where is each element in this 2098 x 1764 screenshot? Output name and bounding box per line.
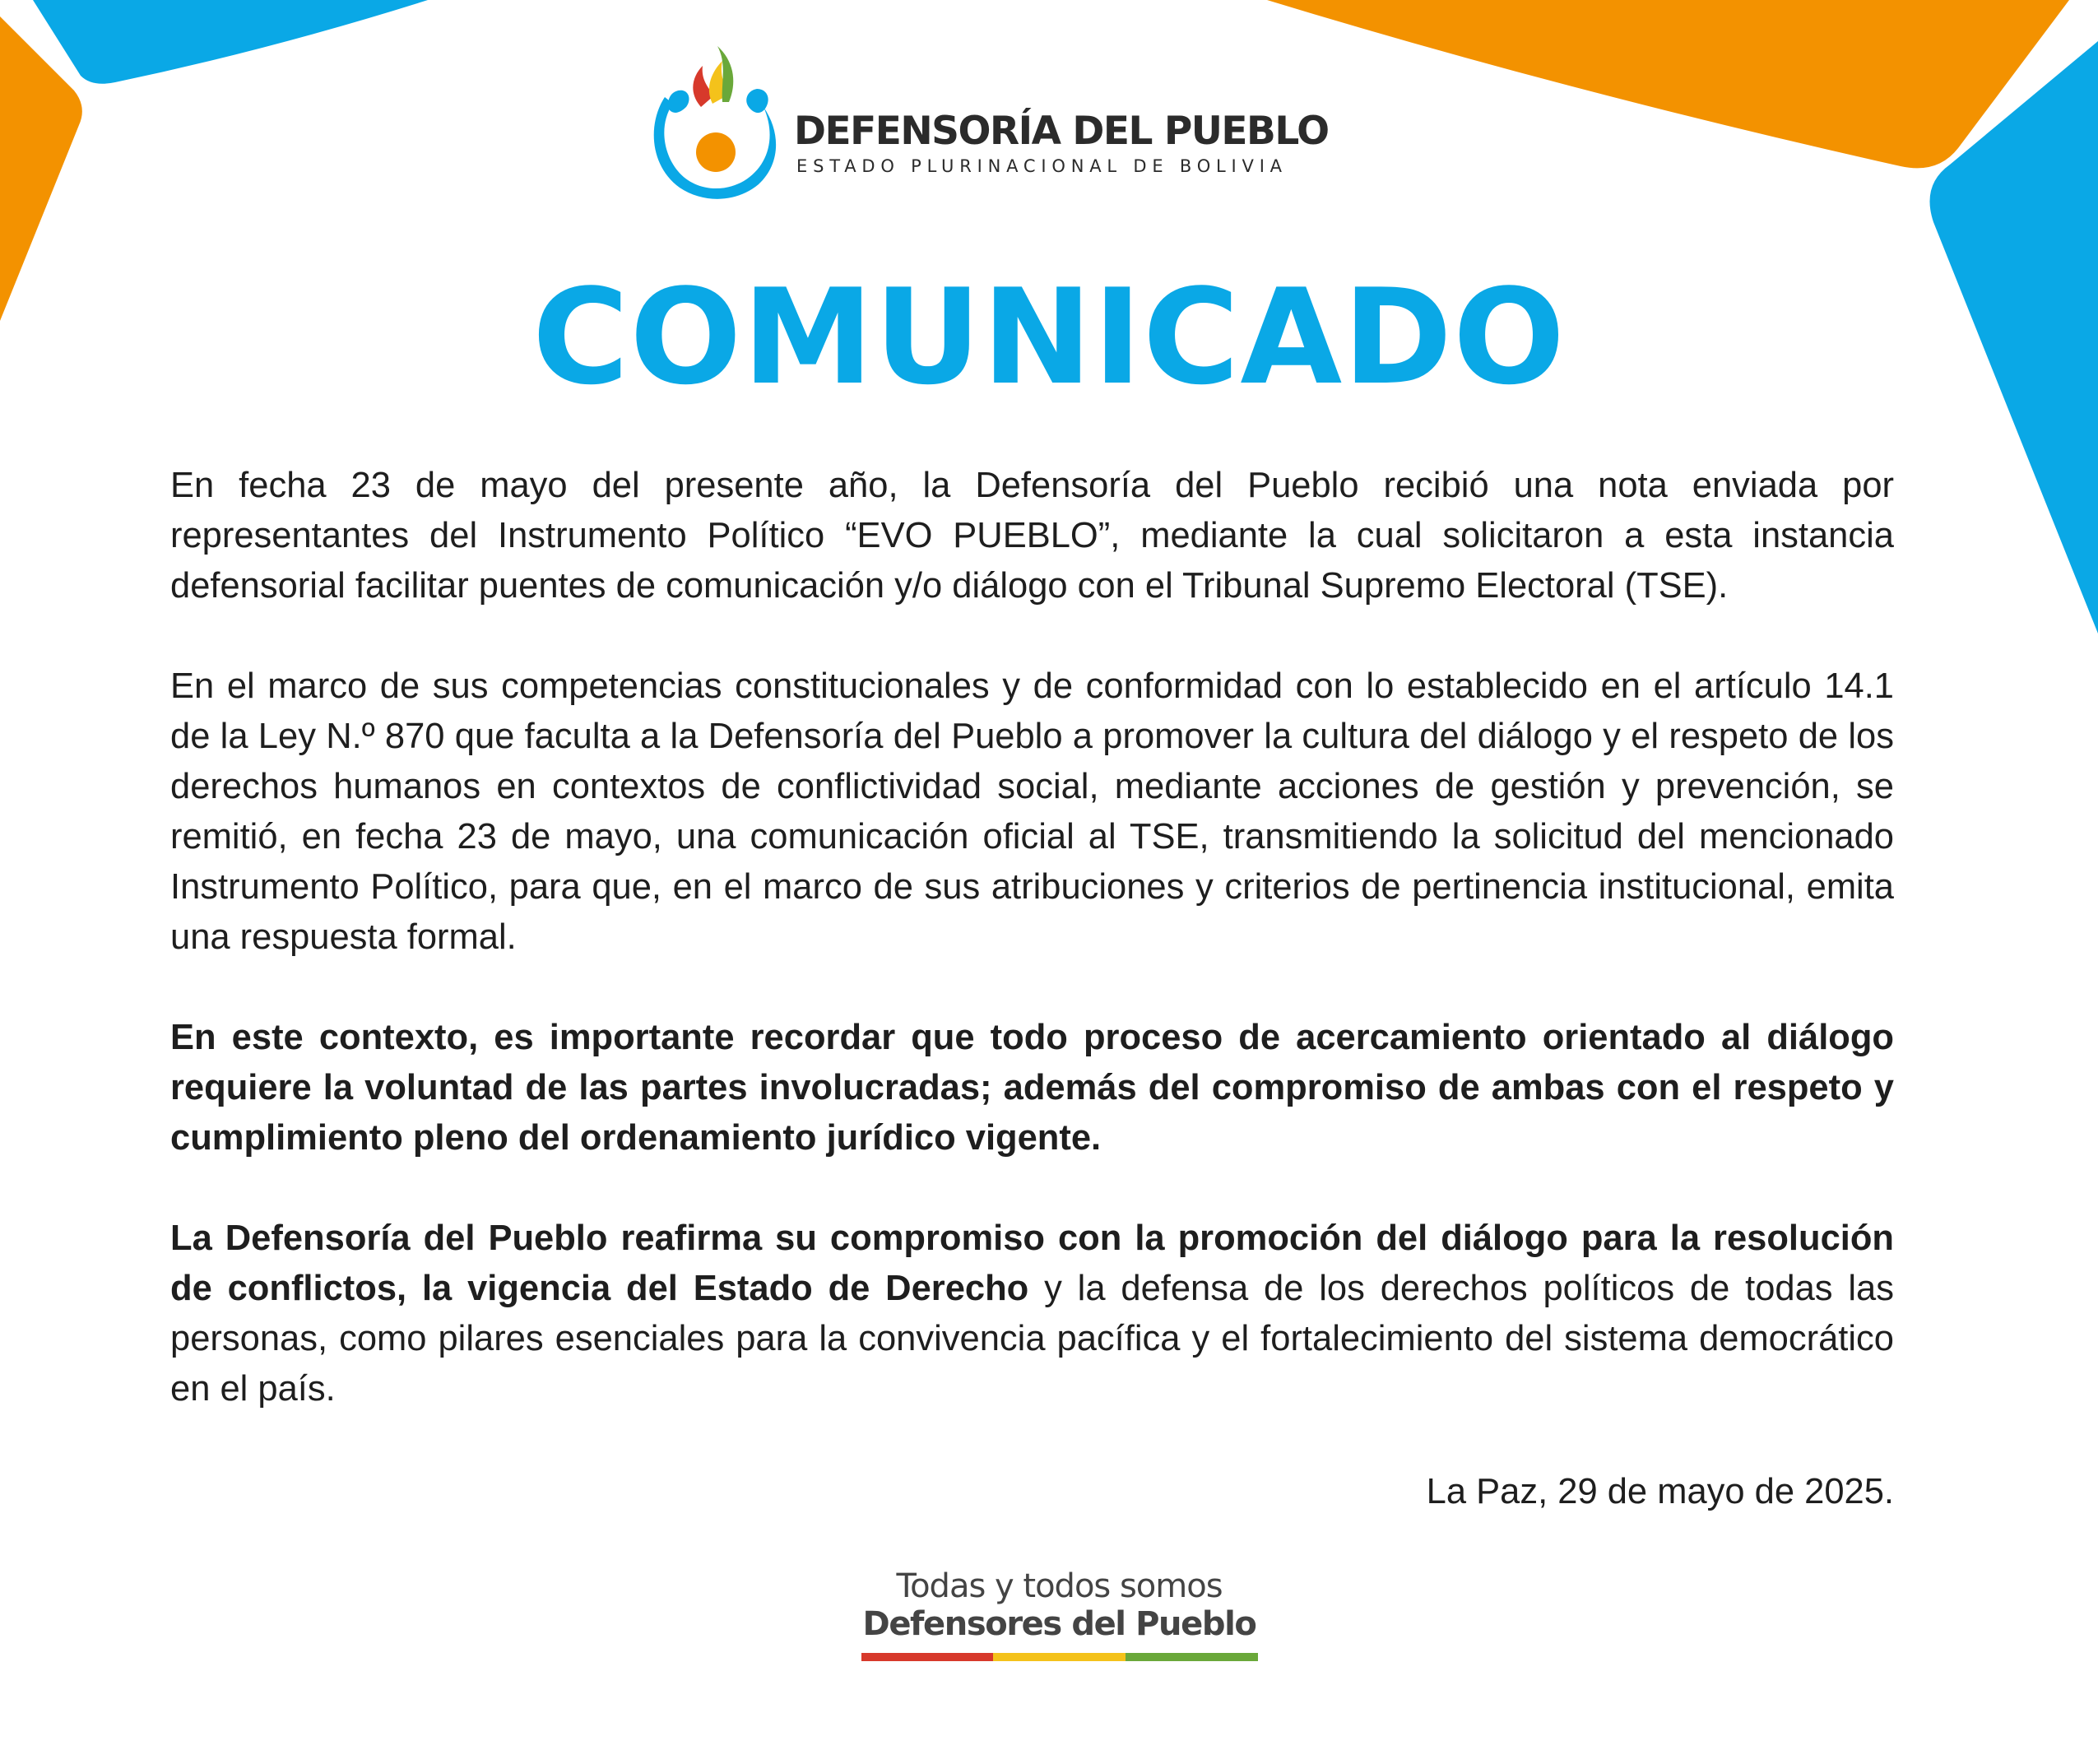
page-title: COMUNICADO — [531, 260, 1567, 414]
org-subtitle: ESTADO PLURINACIONAL DE BOLIVIA — [796, 156, 1288, 176]
flag-stripe — [861, 1653, 1258, 1661]
org-logo — [640, 41, 1329, 206]
paragraph-1: En fecha 23 de mayo del presente año, la Defensoría del Pueblo recibió una nota enviada por representantes del Instrumento Político “EVO PUEBLO”, mediante la cual solicitaron a esta instancia defensorial facilitar puentes de comunicación y/o diálogo con el Tribunal Supremo Electoral (TSE). — [170, 466, 1894, 606]
flag-red-segment — [861, 1653, 994, 1661]
flame-person-emblem-icon — [640, 41, 788, 206]
document-body — [170, 461, 1894, 1465]
slogan-line-1: Todas y todos somos — [896, 1567, 1223, 1605]
footer-slogan — [860, 1567, 1259, 1661]
paragraph-4 — [170, 1214, 1894, 1414]
paragraph-4-rest: y la defensa de los derechos políticos de todas las personas, como pilares esenciales para la convivencia pacífica y el fortalecimiento del sistema democrático en el país. — [170, 1269, 1894, 1409]
top-right-orange-shape — [1267, 0, 2069, 168]
slogan-line-2: Defensores del Pueblo — [862, 1605, 1256, 1643]
flag-green-segment — [1126, 1653, 1258, 1661]
dateline: La Paz, 29 de mayo de 2025. — [1426, 1472, 1894, 1511]
org-name: DEFENSORÍA DEL PUEBLO — [794, 109, 1329, 154]
paragraph-4-bold: La Defensoría del Pueblo reafirma su compromiso con la promoción del diálogo para la resolución de conflictos, la vigencia del Estado de Derecho — [170, 1219, 1894, 1308]
paragraph-2: En el marco de sus competencias constitucionales y de conformidad con lo establecido en el artículo 14.1 de la Ley N.º 870 que faculta a la Defensoría del Pueblo a promover la cultura del diálogo y el respeto de los derechos humanos en contextos de conflictividad social, mediante acciones de gestión y prevención, se remitió, en fecha 23 de mayo, una comunicación oficial al TSE, transmitiendo la solicitud del mencionado Instrumento Político, para que, en el marco de sus atribuciones y criterios de pertinencia institucional, emita una respuesta formal. — [170, 666, 1894, 957]
flag-yellow-segment — [993, 1653, 1126, 1661]
paragraph-3: En este contexto, es importante recordar que todo proceso de acercamiento orientado al diálogo requiere la voluntad de las partes involucradas; además del compromiso de ambas con el respeto y cumplimiento pleno del ordenamiento jurídico vigente. — [170, 1018, 1894, 1158]
top-left-blue-shape — [33, 0, 428, 84]
